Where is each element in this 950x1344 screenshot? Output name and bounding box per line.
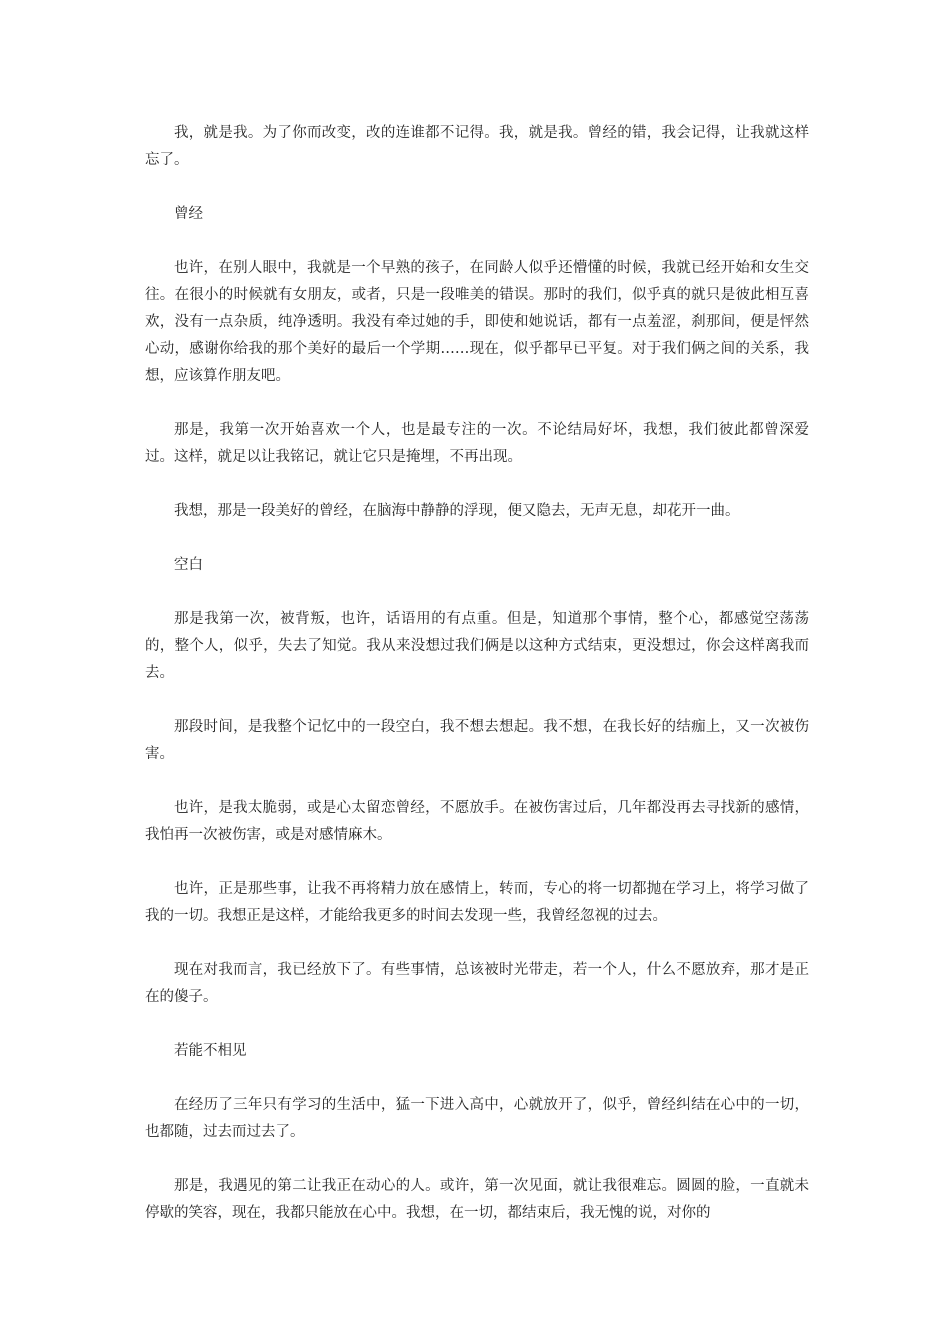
section-heading-kongbai: 空白 <box>174 557 203 573</box>
section-heading-ruonengbuxiangjian: 若能不相见 <box>174 1043 247 1059</box>
paragraph: 也许，正是那些事，让我不再将精力放在感情上，转而，专心的将一切都抛在学习上，将学习做了我的一切。我想正是这样，才能给我更多的时间去发现一些，我曾经忽视的过去。 <box>145 881 809 924</box>
paragraph: 也许，在别人眼中，我就是一个早熟的孩子，在同龄人似乎还懵懂的时候，我就已经开始和女生交往。在很小的时候就有女朋友，或者，只是一段唯美的错误。那时的我们，似乎真的就只是彼此相互喜欢，没有一点杂质，纯净透明。我没有牵过她的手，即使和她说话，都有一点羞涩，刹那间，便是怦然心动，感谢你给我的那个美好的最后一个学期……现在，似乎都早已平复。对于我们俩之间的关系，我想，应该算作朋友吧。 <box>145 260 809 384</box>
paragraph-intro: 我，就是我。为了你而改变，改的连谁都不记得。我，就是我。曾经的错，我会记得，让我就这样忘了。 <box>145 125 809 168</box>
paragraph: 在经历了三年只有学习的生活中，猛一下进入高中，心就放开了，似乎，曾经纠结在心中的一切，也都随，过去而过去了。 <box>145 1097 809 1140</box>
paragraph: 那段时间，是我整个记忆中的一段空白，我不想去想起。我不想，在我长好的结痂上，又一次被伤害。 <box>145 719 809 762</box>
document-page <box>145 120 809 1254</box>
paragraph: 那是，我遇见的第二让我正在动心的人。或许，第一次见面，就让我很难忘。圆圆的脸，一直就未停歇的笑容，现在，我都只能放在心中。我想，在一切，都结束后，我无愧的说，对你的 <box>145 1178 809 1221</box>
paragraph: 那是，我第一次开始喜欢一个人，也是最专注的一次。不论结局好坏，我想，我们彼此都曾深爱过。这样，就足以让我铭记，就让它只是掩埋，不再出现。 <box>145 422 809 465</box>
paragraph: 那是我第一次，被背叛，也许，话语用的有点重。但是，知道那个事情，整个心，都感觉空荡荡的，整个人，似乎，失去了知觉。我从来没想过我们俩是以这种方式结束，更没想过，你会这样离我而去。 <box>145 611 809 681</box>
section-heading-cengjing: 曾经 <box>174 206 203 222</box>
paragraph: 也许，是我太脆弱，或是心太留恋曾经，不愿放手。在被伤害过后，几年都没再去寻找新的感情，我怕再一次被伤害，或是对感情麻木。 <box>145 800 809 843</box>
paragraph: 我想，那是一段美好的曾经，在脑海中静静的浮现，便又隐去，无声无息，却花开一曲。 <box>174 503 740 519</box>
paragraph: 现在对我而言，我已经放下了。有些事情，总该被时光带走，若一个人，什么不愿放弃，那才是正在的傻子。 <box>145 962 809 1005</box>
